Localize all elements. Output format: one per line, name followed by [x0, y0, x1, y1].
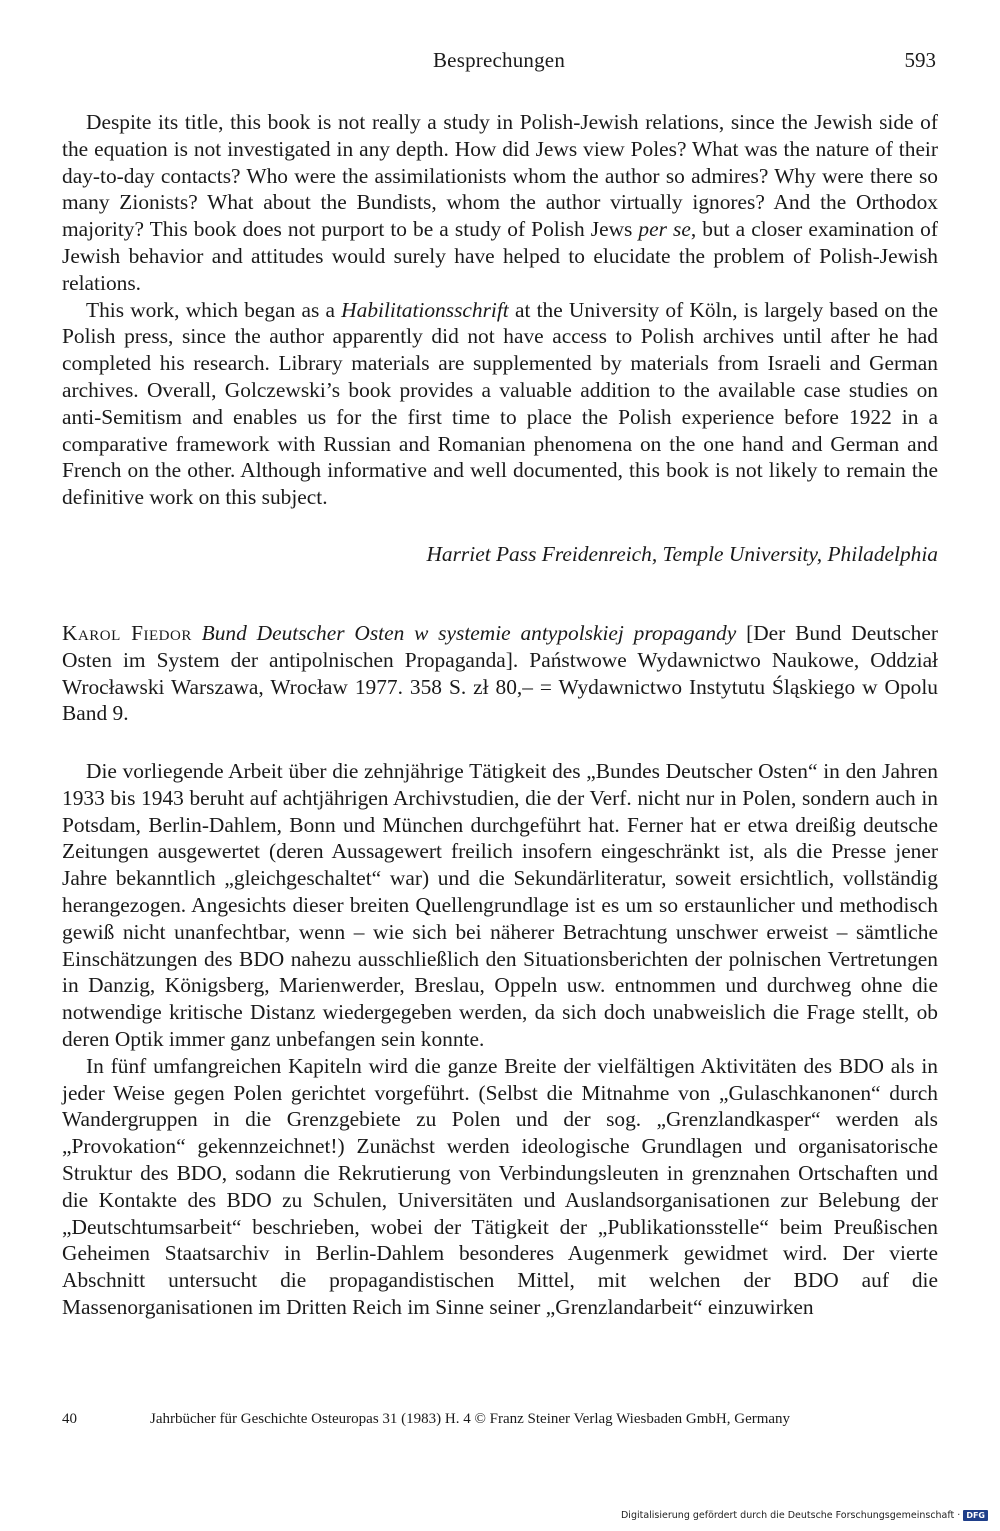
journal-citation: Jahrbücher für Geschichte Osteuropas 31 (1983) H. 4 © Franz Steiner Verlag Wiesbaden GmbH, Germany	[150, 1411, 791, 1427]
review-2-body	[62, 758, 938, 1321]
book-details: [Der Bund Deutscher Osten im System der antipolnischen Propaganda]. Państwowe Wydawnictwo Naukowe, Oddział Wrocławski Warszawa, Wrocław 1977. 358 S. zł 80,– = Wydawnictwo Instytutu Śląskiego w Opolu Band 9.	[62, 621, 938, 726]
book-title: Bund Deutscher Osten w systemie antypolskiej propagandy	[201, 621, 737, 645]
review-1-body	[62, 109, 938, 511]
page-number: 593	[904, 48, 936, 72]
bibliographic-entry	[62, 620, 938, 727]
text-run: This work, which began as a	[86, 297, 342, 322]
text-run: at the University of Köln, is largely based on the Polish press, since the author apparently did not have access to Polish archives until after he had completed his research. Library materials are supplemented by materials from Israeli and German archives. Overall, Golczewski’s book provides a valuable addition to the available case studies on anti-Semitism and enables us for the first time to place the Polish experience before 1922 in a comparative framework with Russian and Romanian phenomena on the one hand and German and French on the other. Although informative and well documented, this book is not likely to remain the definitive work on this subject.	[62, 297, 939, 510]
text-run: Despite its title, this book is not really a study in Polish-Jewish relations, since the Jewish side of the equation is not investigated in any depth. How did Jews view Poles? What was the nature of their day-to-day contacts? Who were the assimilationists whom the author so admires? Why were there so many Zionists? What about the Bundists, whom the author virtually ignores? And the Orthodox majority? This book does not purport to be a study of Polish Jews	[62, 110, 938, 242]
digitization-credit	[621, 1510, 988, 1521]
reviewer-signature: Harriet Pass Freidenreich, Temple University, Philadelphia	[426, 542, 938, 566]
italic-term: per se	[638, 217, 691, 242]
review-2-paragraph: In fünf umfangreichen Kapiteln wird die ganze Breite der vielfältigen Aktivitäten des BDO als in jeder Weise gegen Polen gerichtet vorgeführt. (Selbst die Mitnahme von „Gulaschkanonen“ durch Wandergruppen in die Grenzgebiete zu Polen und der sog. „Grenzlandkasper“ werden als „Provokation“ gekennzeichnet!) Zunächst werden ideologische Grundlagen und organisatorische Struktur des BDO, sodann die Rekrutierung von Verbindungsleuten in grenznahen Ortschaften und die Kontakte des BDO zu Schulen, Universitäten und Auslandsorganisationen zur Belebung der „Deutschtumsarbeit“ beschrieben, wobei der Tätigkeit der „Publikationsstelle“ beim Preußischen Geheimen Staatsarchiv in Berlin-Dahlem besonderes Augenmerk gewidmet wird. Der vierte Abschnitt untersucht die propagandistischen Mittel, mit welchen der BDO auf die Massenorganisationen im Dritten Reich im Sinne seiner „Grenzlandarbeit“ einzuwirken	[62, 1053, 938, 1319]
folio-number: 40	[62, 1411, 77, 1427]
review-1-paragraph	[62, 109, 938, 297]
text-run: , but a closer examination of Jewish behavior and attitudes would surely have helped to elucidate the problem of Polish-Jewish relations.	[62, 217, 938, 295]
book-author: Karol Fiedor	[62, 621, 192, 645]
running-title: Besprechungen	[432, 48, 566, 72]
italic-term: Habilitationsschrift	[341, 297, 509, 322]
digitization-text: Digitalisierung gefördert durch die Deutsche Forschungsgemeinschaft ·	[620, 1510, 961, 1521]
dfg-logo: DFG	[963, 1510, 988, 1521]
running-head	[62, 48, 936, 78]
review-2-paragraph: Die vorliegende Arbeit über die zehnjährige Tätigkeit des „Bundes Deutscher Osten“ in den Jahren 1933 bis 1943 beruht auf achtjährigen Archivstudien, die der Verf. nicht nur in Polen, sondern auch in Potsdam, Berlin-Dahlem, Bonn und München durchgeführt hat. Ferner hat er etwa dreißig deutsche Zeitungen ausgewertet (deren Aussagewert freilich insofern eingeschränkt ist, als die Presse jener Jahre bekanntlich „gleichgeschaltet“ war) und die Sekundärliteratur, soweit ersichtlich, vollständig herangezogen. Angesichts dieser breiten Quellengrundlage ist es um so erstaunlicher und methodisch gewiß nicht unanfechtbar, wenn – wie sich bei näherer Betrachtung unschwer erweist – sämtliche Einschätzungen des BDO nahezu ausschließlich den Situationsberichten der polnischen Vertretungen in Danzig, Königsberg, Marienwerder, Breslau, Oppeln usw. entnommen und durchweg ohne die notwendige kritische Distanz wiedergegeben werden, da sich doch unabweislich die Frage stellt, ob deren Optik immer ganz unbefangen sein konnte.	[62, 759, 938, 1051]
review-1-paragraph	[62, 297, 938, 511]
